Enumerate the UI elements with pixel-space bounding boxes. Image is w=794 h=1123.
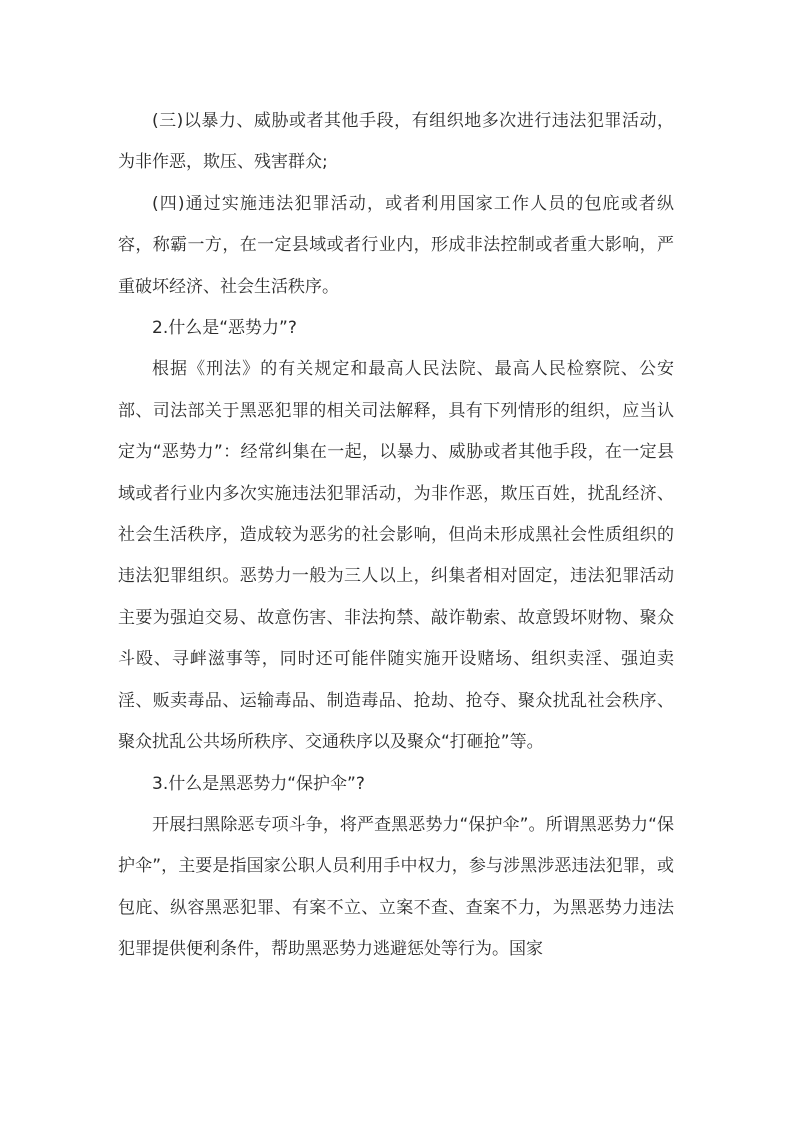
section-heading-2: 2.什么是“恶势力”? bbox=[152, 318, 297, 339]
paragraph-item-3: (三)以暴力、威胁或者其他手段，有组织地多次进行违法犯罪活动，为非作恶，欺压、残害群众; bbox=[118, 111, 674, 173]
section-heading-3: 3.什么是黑恶势力“保护伞”? bbox=[152, 773, 365, 794]
paragraph-protective-umbrella: 开展扫黑除恶专项斗争，将严查黑恶势力“保护伞”。所谓黑恶势力“保护伞”，主要是指国家公职人员利用手中权力，参与涉黑涉恶违法犯罪，或包庇、纵容黑恶犯罪、有案不立、立案不查、查案不力，为黑恶势力违法犯罪提供便利条件，帮助黑恶势力逃避惩处等行为。国家 bbox=[118, 814, 674, 960]
paragraph-definition-evil-forces: 根据《刑法》的有关规定和最高人民法院、最高人民检察院、公安部、司法部关于黑恶犯罪的相关司法解释，具有下列情形的组织，应当认定为“恶势力”：经常纠集在一起，以暴力、威胁或者其他手段，在一定县域或者行业内多次实施违法犯罪活动，为非作恶，欺压百姓，扰乱经济、社会生活秩序，造成较为恶劣的社会影响，但尚未形成黑社会性质组织的违法犯罪组织。恶势力一般为三人以上，纠集者相对固定，违法犯罪活动主要为强迫交易、故意伤害、非法拘禁、敲诈勒索、故意毁坏财物、聚众斗殴、寻衅滋事等，同时还可能伴随实施开设赌场、组织卖淫、强迫卖淫、贩卖毒品、运输毒品、制造毒品、抢劫、抢夺、聚众扰乱社会秩序、聚众扰乱公共场所秩序、交通秩序以及聚众“打砸抢”等。 bbox=[118, 359, 674, 753]
paragraph-item-4: (四)通过实施违法犯罪活动，或者利用国家工作人员的包庇或者纵容，称霸一方，在一定县域或者行业内，形成非法控制或者重大影响，严重破坏经济、社会生活秩序。 bbox=[118, 193, 674, 297]
document-body bbox=[118, 101, 674, 971]
